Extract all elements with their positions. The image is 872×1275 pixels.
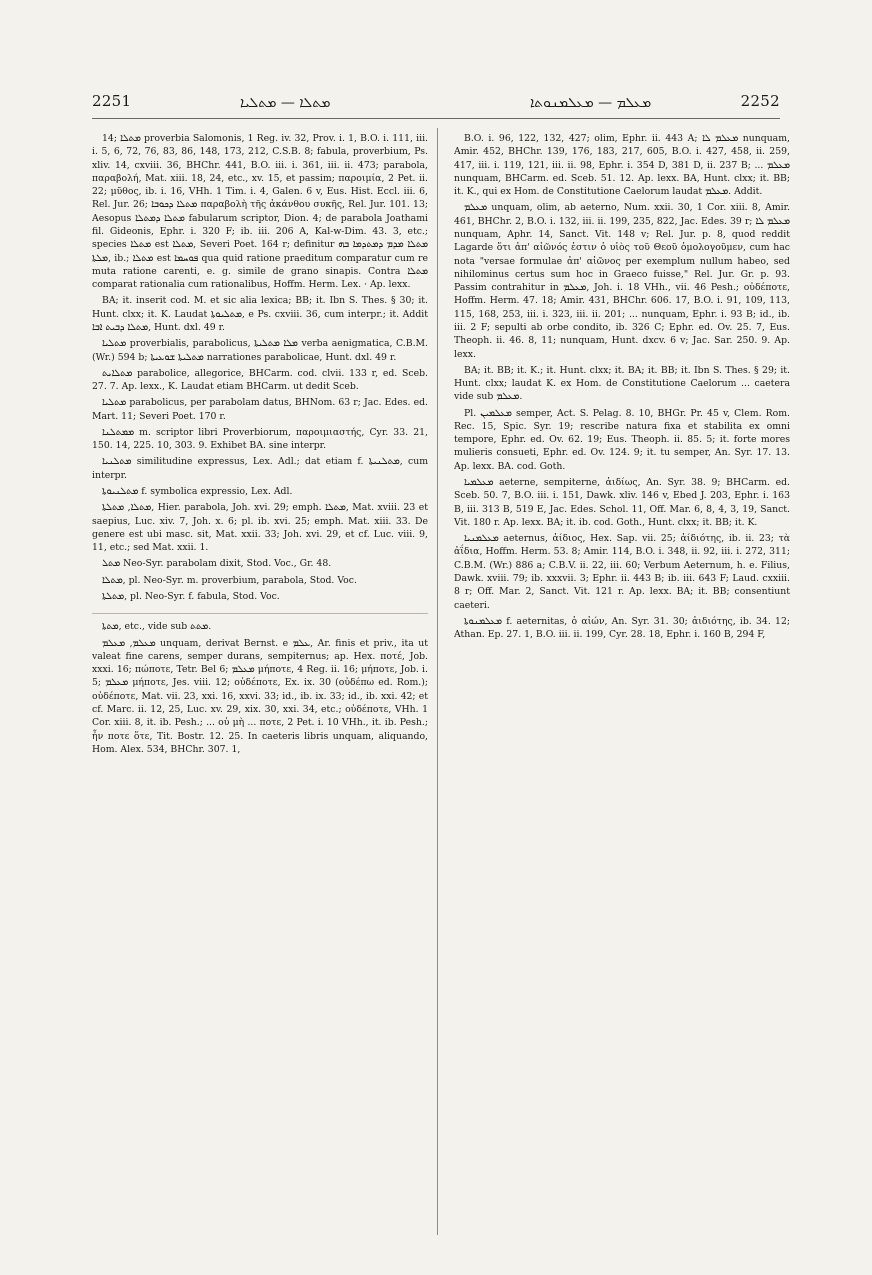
entry-paragraph: ܡܥܠܡܝܐ aeterne, sempiterne, ἀιδίως, An. Syr. 38. 9; BHCarm. ed. Sceb. 50. 7, B.O. iii. i. 151, Dawk. xliv. 146 v, Ebed J. 203, Ephr. i. 163 B, iii. 313 B, 519 E, Jac. Edes. Schol. 11, Off. Mar. 6, 8, 4, 3, 19, Sanct. Vit. 180 r. Ap. lexx. BA; it. ib. cod. Goth., Hunt. clxx; it. BB; it. K. (454, 477, 790, 528)
entry-paragraph: 14; ܡܬܠܐ proverbia Salomonis, 1 Reg. iv. 32, Prov. i. 1, B.O. i. 111, iii. i. 5, 6, 72, 76, 83, 86, 148, 173, 212, C.S.B. 8; fabula, proverbium, Ps. xliv. 14, cxviii. 36, BHChr. 441, B.O. iii. i. 361, iii. ii. 473; parabola, παραβολή, Mat. xiii. 18, 24, etc., xv. 15, et passim; παροιμία, 2 Pet. ii. 22; μῦθος, ib. i. 16, VHh. 1 Tim. i. 4, Galen. 6 v, Eus. Hist. Eccl. iii. 6, Rel. Jur. 26; ܡܬܠܐ ܕܟܘܒܐ παραβολὴ τῆς ἀκάνθου συκῆς, Rel. Jur. 101. 13; Aesopus ܡܬܠܐ ܕܡܬܠܐ fabularum scriptor, Dion. 4; de parabola Joathami fil. Gideonis, Ephr. i. 320 F; ib. iii. 206 A, Kal-w-Dim. 43. 3, etc.; species ܡܬܠܐ est ܡܬܠܐ, Severi Poet. 164 r; definitur ܡܬܠܐ ܡܕܡ ܕܡܬܕܡܐ ܒܗ ܡܠܬܐ, ib.; ܡܬܠܐ est ܦܘܚܡܐ qua quid ratione praeditum comparatur cum re muta ratione carenti, e. g. simile de grano sinapis. Contra ܡܬܠܐ comparat rationalia cum rationalibus, Hoffm. Herm. Lex. · Ap. lexx. (92, 133, 428, 291)
entry-paragraph: ܡܬܠܐ, ܡܬܠܬܐ, Hier. parabola, Joh. xvi. 29; emph. ܡܬܠܐ, Mat. xviii. 23 et saepius, Luc. xiv. 7, Joh. x. 6; pl. ib. xvi. 25; emph. Mat. xiii. 33. De genere est ubi masc. sit, Mat. xxii. 33; Joh. xvi. 29, et cf. Luc. viii. 9, 11, etc.; sed Mat. xxii. 1. (92, 502, 428, 554)
right-running-head: ܡܥܠܡ — ܡܥܠܡܢܘܬܐ (530, 95, 652, 111)
right-page-number: 2252 (740, 92, 780, 110)
entry-paragraph: ܡܬܠ Neo-Syr. parabolam dixit, Stod. Voc., Gr. 48. (102, 558, 332, 570)
entry-paragraph: BA; it. BB; it. K.; it. Hunt. clxx; it. BA; it. BB; it. Ibn S. Thes. § 29; it. Hunt. clxx; laudat K. ex Hom. de Constitutione Caelorum ... caetera vide sub ܡܥܠܡ. (454, 364, 790, 403)
entry-paragraph: ܡܥܠܡ, ܡܥܠܡ unquam, derivat Bernst. e ܥܠܡ, Ar. finis et priv., ita ut valeat fine carens, semper durans, sempiternus; ap. Hex. ποτέ, Job. xxxi. 16; πώποτε, Tetr. Bel 6; ܡܥܠܡ μήποτε, 4 Reg. ii. 16; μήποτε, Job. i. 5; ܡܥܠܡ μήποτε, Jes. viii. 12; οὐδέποτε, Ex. ix. 30 (οὐδέπω ed. Rom.); οὐδέποτε, Mat. vii. 23, xxi. 16, xxvi. 33; id., ib. ix. 33; id., ib. xxi. 42; et cf. Marc. ii. 12, 25, Luc. xv. 29, xix. 30, xxi. 34, etc.; οὐδέποτε, VHh. 1 Cor. xiii. 8, it. ib. Pesh.; ... οὐ μὴ ... ποτε, 2 Pet. i. 10 VHh., it. ib. Pesh.; ἦν ποτε ὅτε, Tit. Bostr. 12. 25. In caeteris libris unquam, aliquando, Hom. Alex. 534, BHChr. 307. 1, (92, 637, 428, 755)
left-running-head: ܡܬܠܐ — ܡܬܠܝܐ (240, 95, 331, 111)
column-divider (437, 128, 438, 1235)
entry-paragraph: ܡܬܠܢܝܐ similitudine expressus, Lex. Adl.; dat etiam f. ܡܬܠܢܝܬܐ, cum interpr. (92, 456, 428, 481)
left-page-number: 2251 (92, 92, 132, 110)
entry-paragraph: ܡܥܠܡܢܝܐ aeternus, ἀίδιος, Hex. Sap. vii. 25; ἀίδιότης, ib. ii. 23; τὰ ἀΐδια, Hoffm. Herm. 53. 8; Amir. 114, B.O. i. 348, ii. 92, iii. i. 272, 311; C.B.M. (Wr.) 886 a; C.B.V. ii. 22, iii. 60; Verbum Aeternum, h. e. Filius, Dawk. xviii. 79; ib. xxxvii. 3; Ephr. ii. 443 B; ib. iii. 643 F; Laud. cxxiii. 8 r; Off. Mar. 2, Sanct. Vit. 121 r. Ap. lexx. BA; it. BB; consentiunt caeteri. (454, 533, 790, 611)
entry-paragraph: B.O. i. 96, 122, 132, 427; olim, Ephr. ii. 443 A; ܡܥܠܡ ܠܐ nunquam, Amir. 452, BHChr. 139, 176, 183, 217, 605, B.O. i. 427, 458, ii. 259, 417, iii. i. 119, 121, iii. ii. 98, Ephr. i. 354 D, 381 D, ii. 237 B; ... ܡܥܠܡ nunquam, BHCarm. ed. Sceb. 51. 12. Ap. lexx. BA, Hunt. clxx; it. BB; it. K., qui ex Hom. de Constitutione Caelorum laudat ܡܥܠܡ. Addit. (454, 133, 790, 198)
entry-paragraph: ܡܬܠܬܐ, pl. Neo-Syr. f. fabula, Stod. Voc. (102, 591, 280, 602)
entry-paragraph: ܡܬܠܝܐ parabolicus, per parabolam datus, BHNom. 63 r; Jac. Edes. ed. Mart. 11; Severi Poet. 170 r. (92, 397, 428, 422)
entry-paragraph: ܡܡܬܠܢܐ m. scriptor libri Proverbiorum, παροιμιαστής, Cyr. 33. 21, 150. 14, 225. 10, 303. 9. Exhibet BA. sine interpr. (92, 426, 428, 452)
left-column (92, 132, 428, 1235)
entry-paragraph: ܡܬܬܐ, etc., vide sub ܡܬܬ. (92, 613, 428, 633)
header-rule (92, 118, 780, 119)
entry-paragraph: ܡܬܠܢܝܘܬܐ f. symbolica expressio, Lex. Adl. (102, 486, 293, 498)
entry-paragraph: BA; it. inserit cod. M. et sic alia lexica; BB; it. Ibn S. Thes. § 30; it. Hunt. clxx; it. K. Laudat ܡܬܠܝܘܬܐ, e Ps. cxviii. 36, cum interpr.; it. Addit ܡܬܠܐ ܕܒܝܬ ܐܒܐ, Hunt. dxl. 49 r. (92, 295, 428, 333)
entry-paragraph: ܡܥܠܡ unquam, olim, ab aeterno, Num. xxii. 30, 1 Cor. xiii. 8, Amir. 461, BHChr. 2, B.O. i. 132, iii. ii. 199, 235, 822, Jac. Edes. 39 r; ܡܥܠܡ ܠܐ nunquam, Aphr. 14, Sanct. Vit. 148 v; Rel. Jur. p. 8, quod reddit Lagarde ὅτι ἀπ' αἰῶνός ἐστιν ὁ υἱὸς τοῦ Θεοῦ ὁμολογοῦμεν, cum hac nota "versae formulae ἀπ' αἰῶνος per exemplum nullum habeo, sed nihilominus certus sum hoc in Graeco fuisse," Rel. Jur. Gr. p. 93. Passim contrahitur in ܡܥܠܡ, Joh. i. 18 VHh., vii. 46 Pesh.; οὐδέποτε, Hoffm. Herm. 47. 18; Amir. 431, BHChr. 606. 17, B.O. i. 91, 109, 113, 115, 168, 253, iii. i. 323, iii. ii. 201; ... nunquam, Ephr. i. 93 B; id., ib. iii. 2 F; sepulti ab orbe condito, ib. 326 C; Ephr. ed. Ov. 25. 7, Eus. Theoph. ii. 46. 8, 11; nunquam, Hunt. dxcv. 6 v; Jac. Sar. 250. 9. Ap. lexx. (454, 202, 790, 360)
entry-paragraph: ܡܬܠܐ, pl. Neo-Syr. m. proverbium, parabola, Stod. Voc. (102, 574, 357, 586)
entry-paragraph: ܡܬܠܝܐ proverbialis, parabolicus, ܡܠܐ ܡܬܠܝܬܐ verba aenigmatica, C.B.M. (Wr.) 594 b; ܡܬܠܝܬܐ ܫܘܥܝܬܐ narrationes parabolicae, Hunt. dxl. 49 r. (92, 338, 428, 363)
entry-paragraph: ܡܥܠܡܢܘܬܐ f. aeternitas, ὁ αἰών, An. Syr. 31. 30; ἀιδιότης, ib. 34. 12; Athan. Ep. 27. 1, B.O. iii. ii. 199, Cyr. 28. 18, Ephr. i. 160 B, 294 F, (454, 615, 790, 641)
entry-paragraph: ܡܬܠܐܝܬ parabolice, allegorice, BHCarm. cod. clvii. 133 r, ed. Sceb. 27. 7. Ap. lexx., K. Laudat etiam BHCarm. ut dedit Sceb. (92, 367, 428, 393)
right-column (454, 132, 790, 1235)
entry-paragraph: Pl. ܡܥܠܡܝܢ semper, Act. S. Pelag. 8. 10, BHGr. Pr. 45 v, Clem. Rom. Rec. 15, Spic. Syr. 19; rescribe natura fixa et stabilita ex omni tempore, Ephr. ed. Ov. 62. 19; Eus. Theoph. ii. 85. 5; it. forte mores mulieris consueti, Ephr. ed. Ov. 124. 9; it. tu semper, An. Syr. 17. 13. Ap. lexx. BA. cod. Goth. (454, 407, 790, 472)
